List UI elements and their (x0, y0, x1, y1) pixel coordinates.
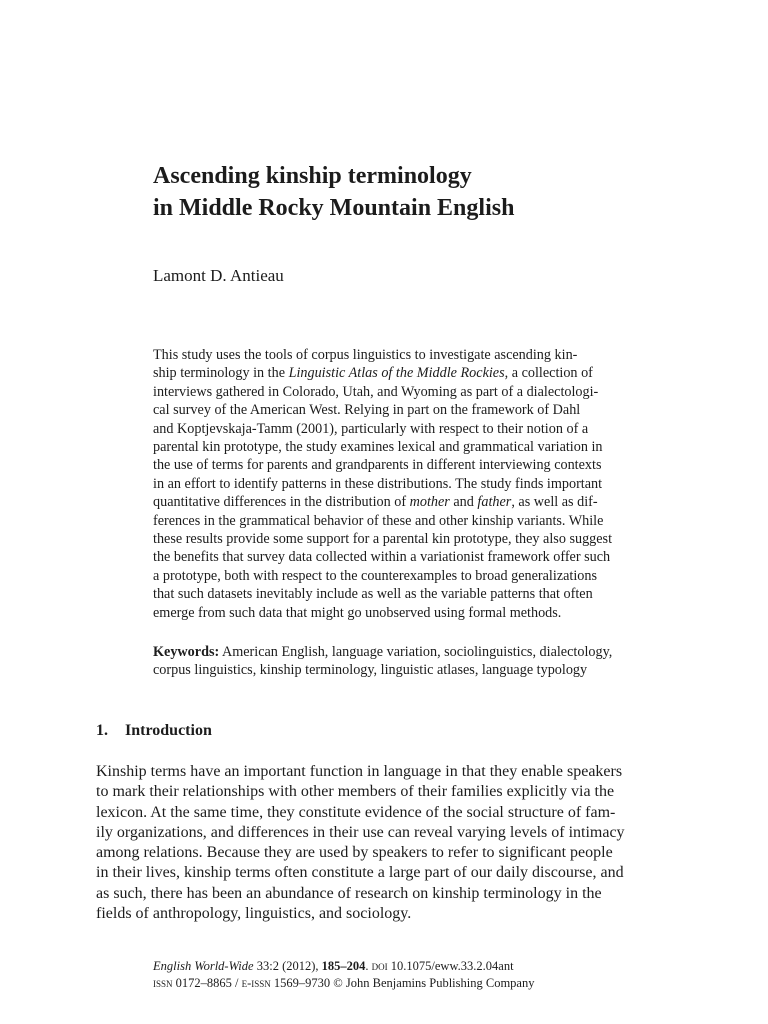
footer-line (153, 958, 673, 975)
body-line: lexicon. At the same time, they constitute evidence of the social structure of fam- (96, 803, 616, 821)
abstract-line: ferences in the grammatical behavior of these and other kinship variants. While (153, 512, 604, 529)
body-paragraph (96, 762, 673, 924)
doi-label: . doi (365, 959, 388, 973)
body-line: fields of anthropology, linguistics, and sociology. (96, 905, 412, 923)
keywords-line (153, 643, 668, 661)
abstract (153, 346, 668, 622)
issn-value: 0172–8865 / (172, 976, 242, 990)
keywords-line: corpus linguistics, kinship terminology, linguistic atlases, language typology (153, 662, 588, 679)
issn-label: issn (153, 976, 173, 990)
abstract-italic-term: mother (409, 494, 450, 511)
body-line: ily organizations, and differences in their use can reveal varying levels of intimacy (96, 823, 625, 841)
journal-volume: 33:2 (2012), (253, 959, 322, 973)
section-heading (96, 720, 212, 742)
abstract-text: and (449, 494, 478, 511)
abstract-text: , a collection of (504, 365, 593, 382)
title-line-2: in Middle Rocky Mountain English (153, 195, 515, 221)
abstract-line: in an effort to identify patterns in these distributions. The study finds important (153, 475, 603, 492)
body-line: Kinship terms have an important function in language in that they enable speakers (96, 763, 623, 780)
keywords-text: American English, language variation, sociolinguistics, dialectology, (219, 644, 613, 660)
abstract-line: emerge from such data that might go unobserved using formal methods. (153, 604, 562, 621)
article-title (153, 160, 673, 224)
footer-citation (153, 958, 673, 992)
keywords-label: Keywords: (153, 644, 220, 660)
abstract-line: the use of terms for parents and grandparents in different interviewing contexts (153, 457, 602, 474)
doi-value: 10.1075/eww.33.2.04ant (387, 959, 514, 973)
abstract-text: , as well as dif- (511, 494, 598, 511)
abstract-line: the benefits that survey data collected within a variationist framework offer such (153, 549, 611, 566)
abstract-line: parental kin prototype, the study examines lexical and grammatical variation in (153, 439, 603, 456)
title-line-1: Ascending kinship terminology (153, 163, 472, 189)
abstract-line: cal survey of the American West. Relying in part on the framework of Dahl (153, 402, 581, 419)
body-line: as such, there has been an abundance of research on kinship terminology in the (96, 884, 602, 902)
abstract-line: a prototype, both with respect to the counterexamples to broad generalizations (153, 567, 598, 584)
abstract-italic-title: Linguistic Atlas of the Middle Rockies (288, 365, 505, 382)
eissn-value: 1569–9730 © John Benjamins Publishing Company (270, 976, 535, 990)
abstract-text: ship terminology in the (153, 365, 289, 382)
body-line: to mark their relationships with other members of their families explicitly via the (96, 783, 615, 801)
eissn-label: e-issn (241, 976, 271, 990)
abstract-italic-term: father (477, 494, 512, 511)
abstract-line: and Koptjevskaja-Tamm (2001), particularly with respect to their notion of a (153, 420, 589, 437)
abstract-text: quantitative differences in the distribution of (153, 494, 410, 511)
keywords (153, 643, 668, 680)
abstract-line (153, 364, 668, 382)
abstract-line: that such datasets inevitably include as well as the variable patterns that often (153, 586, 593, 603)
abstract-line (153, 493, 668, 511)
section-number: 1. (96, 722, 108, 739)
journal-pages: 185–204 (321, 959, 366, 973)
section-title: Introduction (125, 722, 212, 739)
abstract-line: interviews gathered in Colorado, Utah, and Wyoming as part of a dialectologi- (153, 383, 599, 400)
footer-line (153, 975, 673, 992)
abstract-line: This study uses the tools of corpus linguistics to investigate ascending kin- (153, 347, 578, 363)
body-line: among relations. Because they are used by speakers to refer to significant people (96, 844, 613, 862)
author-name: Lamont D. Antieau (153, 266, 284, 285)
journal-name: English World-Wide (153, 959, 254, 973)
body-line: in their lives, kinship terms often constitute a large part of our daily discourse, and (96, 864, 624, 882)
abstract-line: these results provide some support for a parental kin prototype, they also suggest (153, 531, 613, 548)
